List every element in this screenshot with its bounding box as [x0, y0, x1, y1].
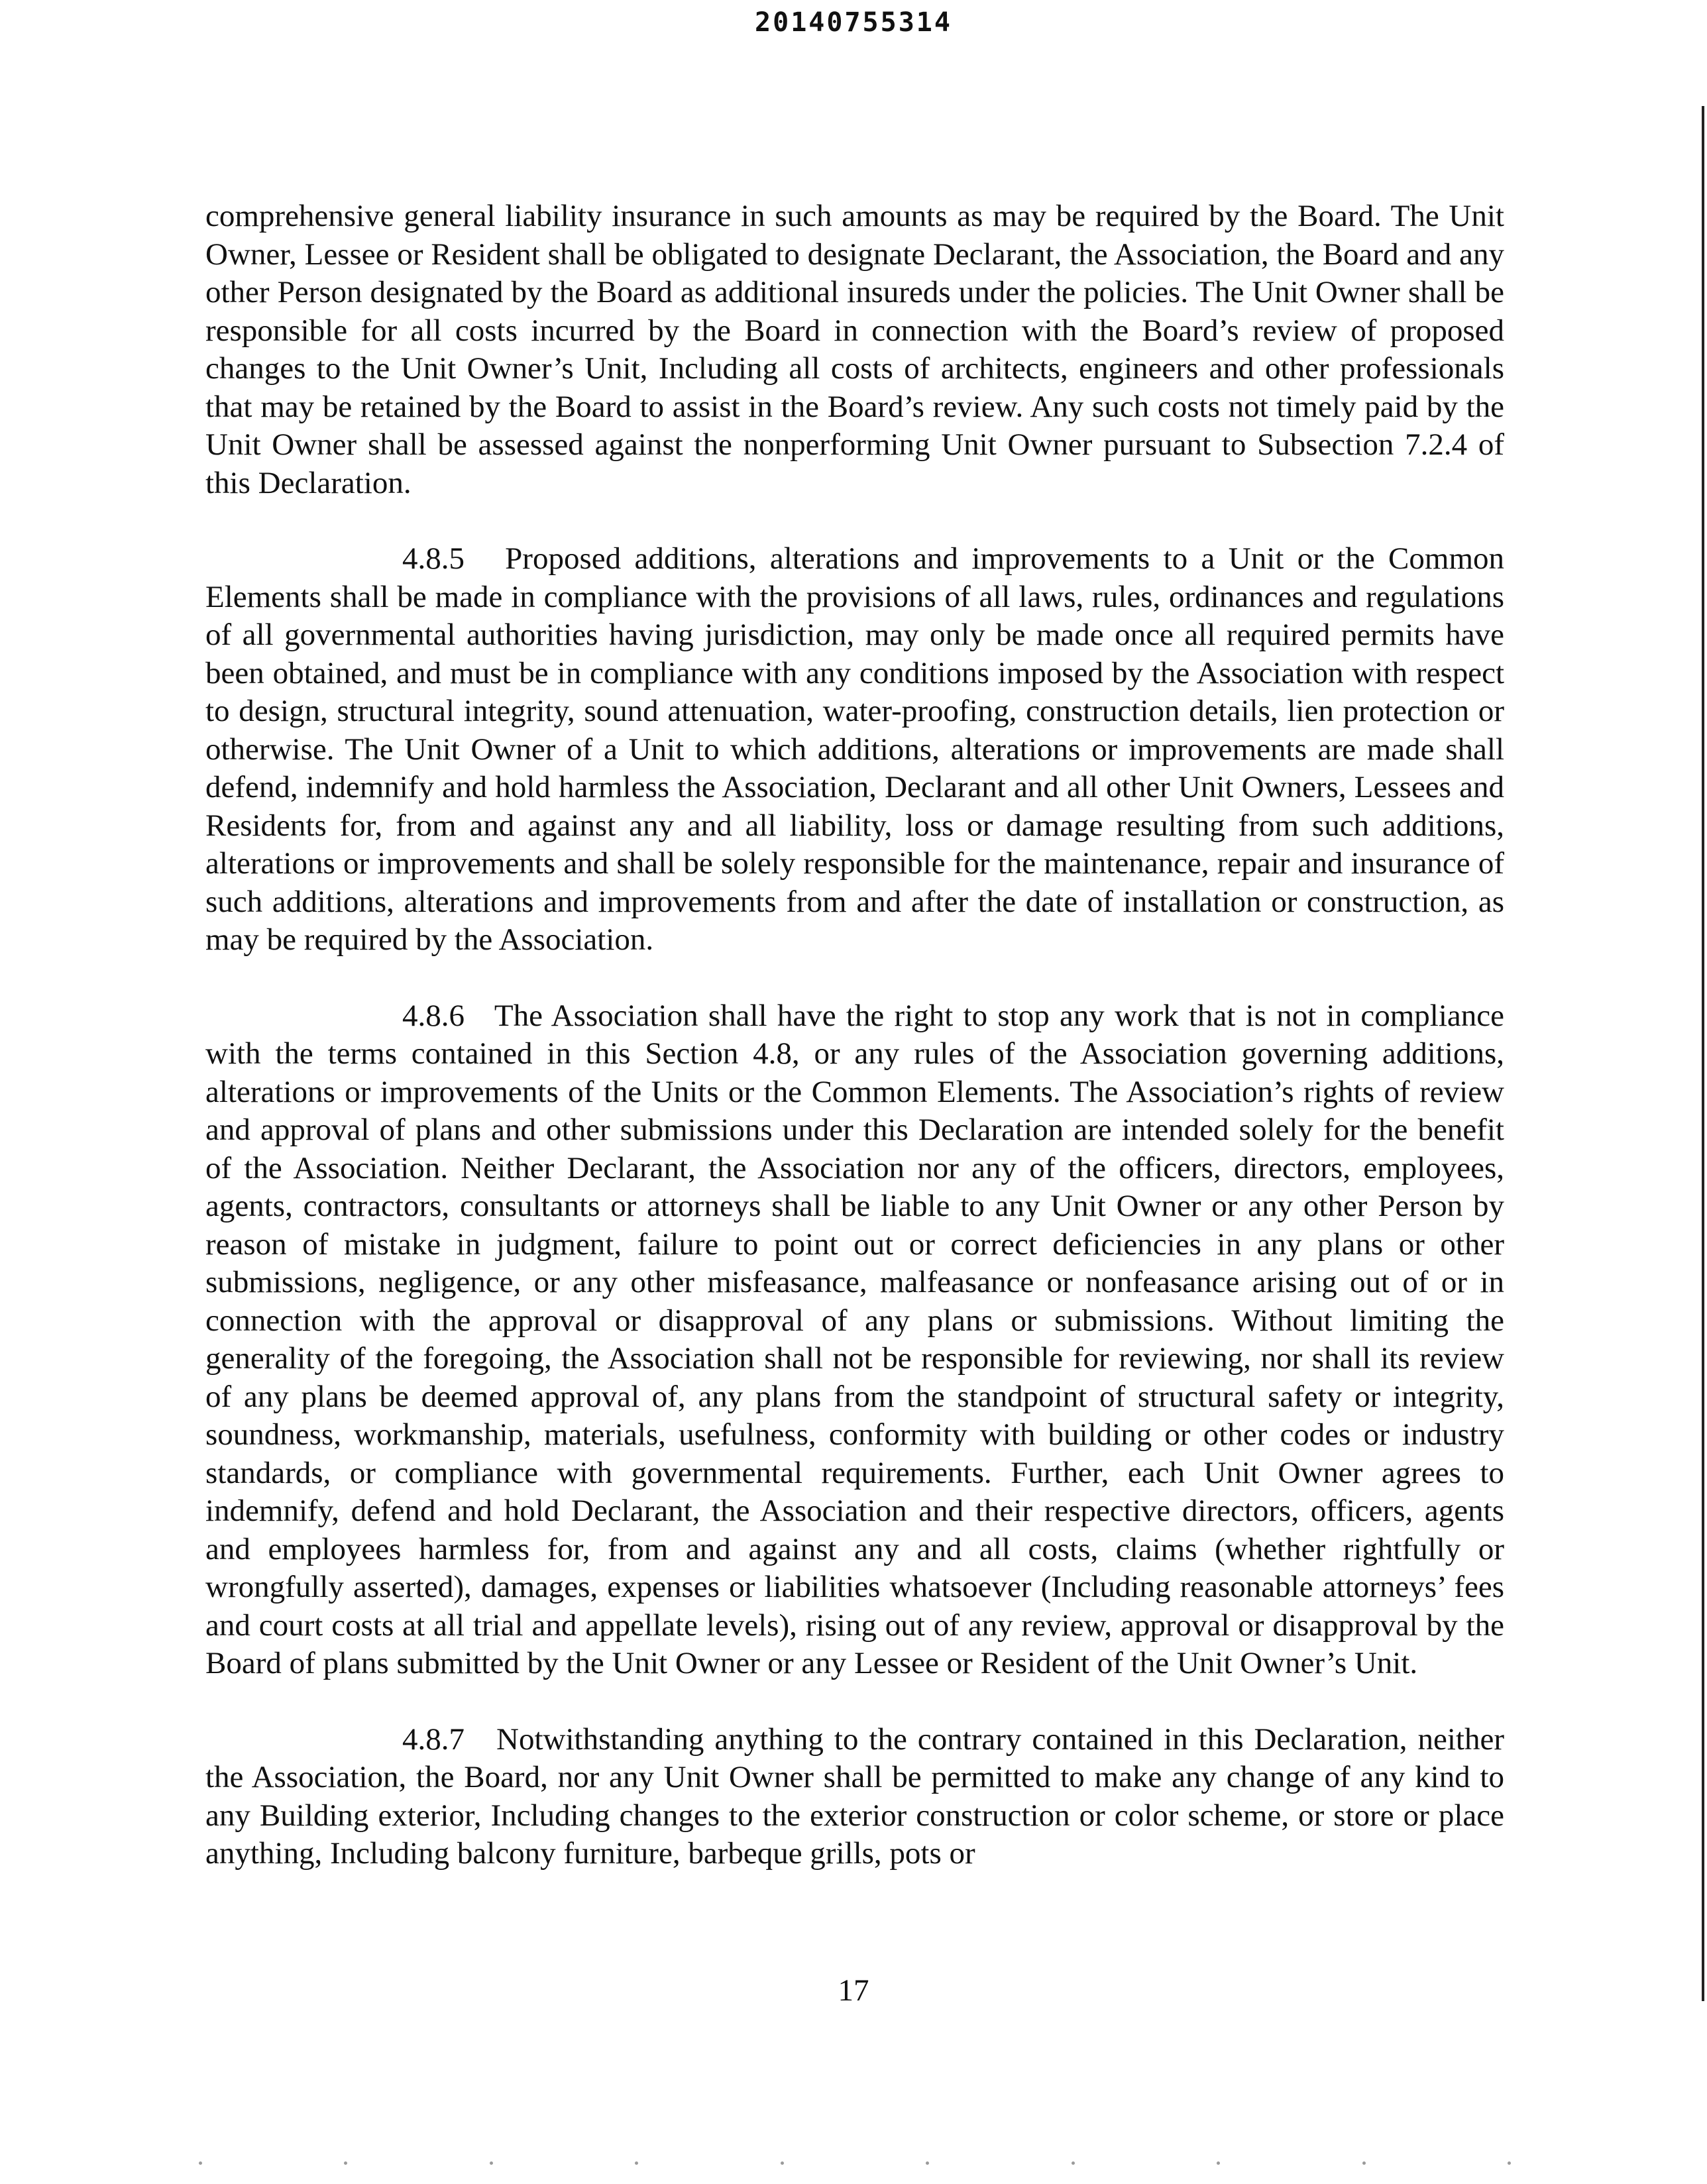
- scan-page-edge: [1702, 106, 1704, 2001]
- scan-speck: [1072, 2161, 1075, 2165]
- scan-noise-strip: [199, 2161, 1511, 2167]
- section-number: 4.8.6: [402, 998, 465, 1033]
- document-number: 20140755314: [755, 7, 952, 38]
- paragraph-text: The Association shall have the right to stop any work that is not in compliance with the terms contained in this Section 4.8, or any rules of the Association governing additions, alterations or improvements of the Units or the Common Elements. The Association’s rights of review and approval of plans and other submissions under this Declaration are intended solely for the benefit of the Association. Neither Declarant, the Association nor any of the officers, directors, employees, agents, contractors, consultants or attorneys shall be liable to any Unit Owner or any other Person by reason of mistake in judgment, failure to point out or correct deficiencies in any plans or other submissions, negligence, or any other misfeasance, malfeasance or nonfeasance arising out of or in connection with the approval or disapproval of any plans or submissions. Without limiting the generality of the foregoing, the Association shall not be responsible for reviewing, nor shall its review of any plans be deemed approval of, any plans from the standpoint of structural safety or integrity, soundness, workmanship, materials, usefulness, conformity with building or other codes or industry standards, or compliance with governmental requirements. Further, each Unit Owner agrees to indemnify, defend and hold Declarant, the Association and their respective directors, officers, agents and employees harmless for, from and against any and all costs, claims (whether rightfully or wrongfully asserted), damages, expenses or liabilities whatsoever (Including reasonable attorneys’ fees and court costs at all trial and appellate levels), rising out of any review, approval or disapproval by the Board of plans submitted by the Unit Owner or any Lessee or Resident of the Unit Owner’s Unit.: [205, 998, 1504, 1680]
- section-number: 4.8.7: [402, 1721, 465, 1757]
- scan-speck: [199, 2161, 202, 2165]
- section-number: 4.8.5: [402, 541, 465, 576]
- scan-speck: [1508, 2161, 1511, 2165]
- paragraph-text: comprehensive general liability insurance in such amounts as may be required by the Board. The Unit Owner, Lessee or Resident shall be obligated to designate Declarant, the Association, the Board and any other Person designated by the Board as additional insureds under the policies. The Unit Owner shall be responsible for all costs incurred by the Board in connection with the Board’s review of proposed changes to the Unit Owner’s Unit, Including all costs of architects, engineers and other professionals that may be retained by the Board to assist in the Board’s review. Any such costs not timely paid by the Unit Owner shall be assessed against the nonperforming Unit Owner pursuant to Subsection 7.2.4 of this Declaration.: [205, 199, 1504, 500]
- page-number: 17: [838, 1973, 869, 2008]
- paragraph-continued: [205, 197, 1504, 502]
- scan-speck: [1362, 2161, 1366, 2165]
- paragraph-text: Notwithstanding anything to the contrary contained in this Declaration, neither the Association, the Board, nor any Unit Owner shall be permitted to make any change of any kind to any Building exterior, Including changes to the exterior construction or color scheme, or store or place anything, Including balcony furniture, barbeque grills, pots or: [205, 1721, 1505, 1871]
- document-body: [205, 197, 1504, 1911]
- scan-speck: [781, 2161, 784, 2165]
- scan-speck: [344, 2161, 347, 2165]
- paragraph-4-8-6: [205, 997, 1504, 1683]
- scan-speck: [926, 2161, 929, 2165]
- paragraph-text: Proposed additions, alterations and improvements to a Unit or the Common Elements shall be made in compliance with the provisions of all laws, rules, ordinances and regulations of all governmental authorities having jurisdiction, may only be made once all required permits have been obtained, and must be in compliance with any conditions imposed by the Association with respect to design, structural integrity, sound attenuation, water-proofing, construction details, lien protection or otherwise. The Unit Owner of a Unit to which additions, alterations or improvements are made shall defend, indemnify and hold harmless the Association, Declarant and all other Unit Owners, Lessees and Residents for, from and against any and all liability, loss or damage resulting from such additions, alterations or improvements and shall be solely responsible for the maintenance, repair and insurance of such additions, alterations and improvements from and after the date of installation or construction, as may be required by the Association.: [205, 541, 1505, 957]
- paragraph-4-8-7: [205, 1721, 1504, 1873]
- paragraph-4-8-5: [205, 540, 1504, 959]
- scan-speck: [1217, 2161, 1220, 2165]
- scan-speck: [490, 2161, 493, 2165]
- scan-speck: [635, 2161, 638, 2165]
